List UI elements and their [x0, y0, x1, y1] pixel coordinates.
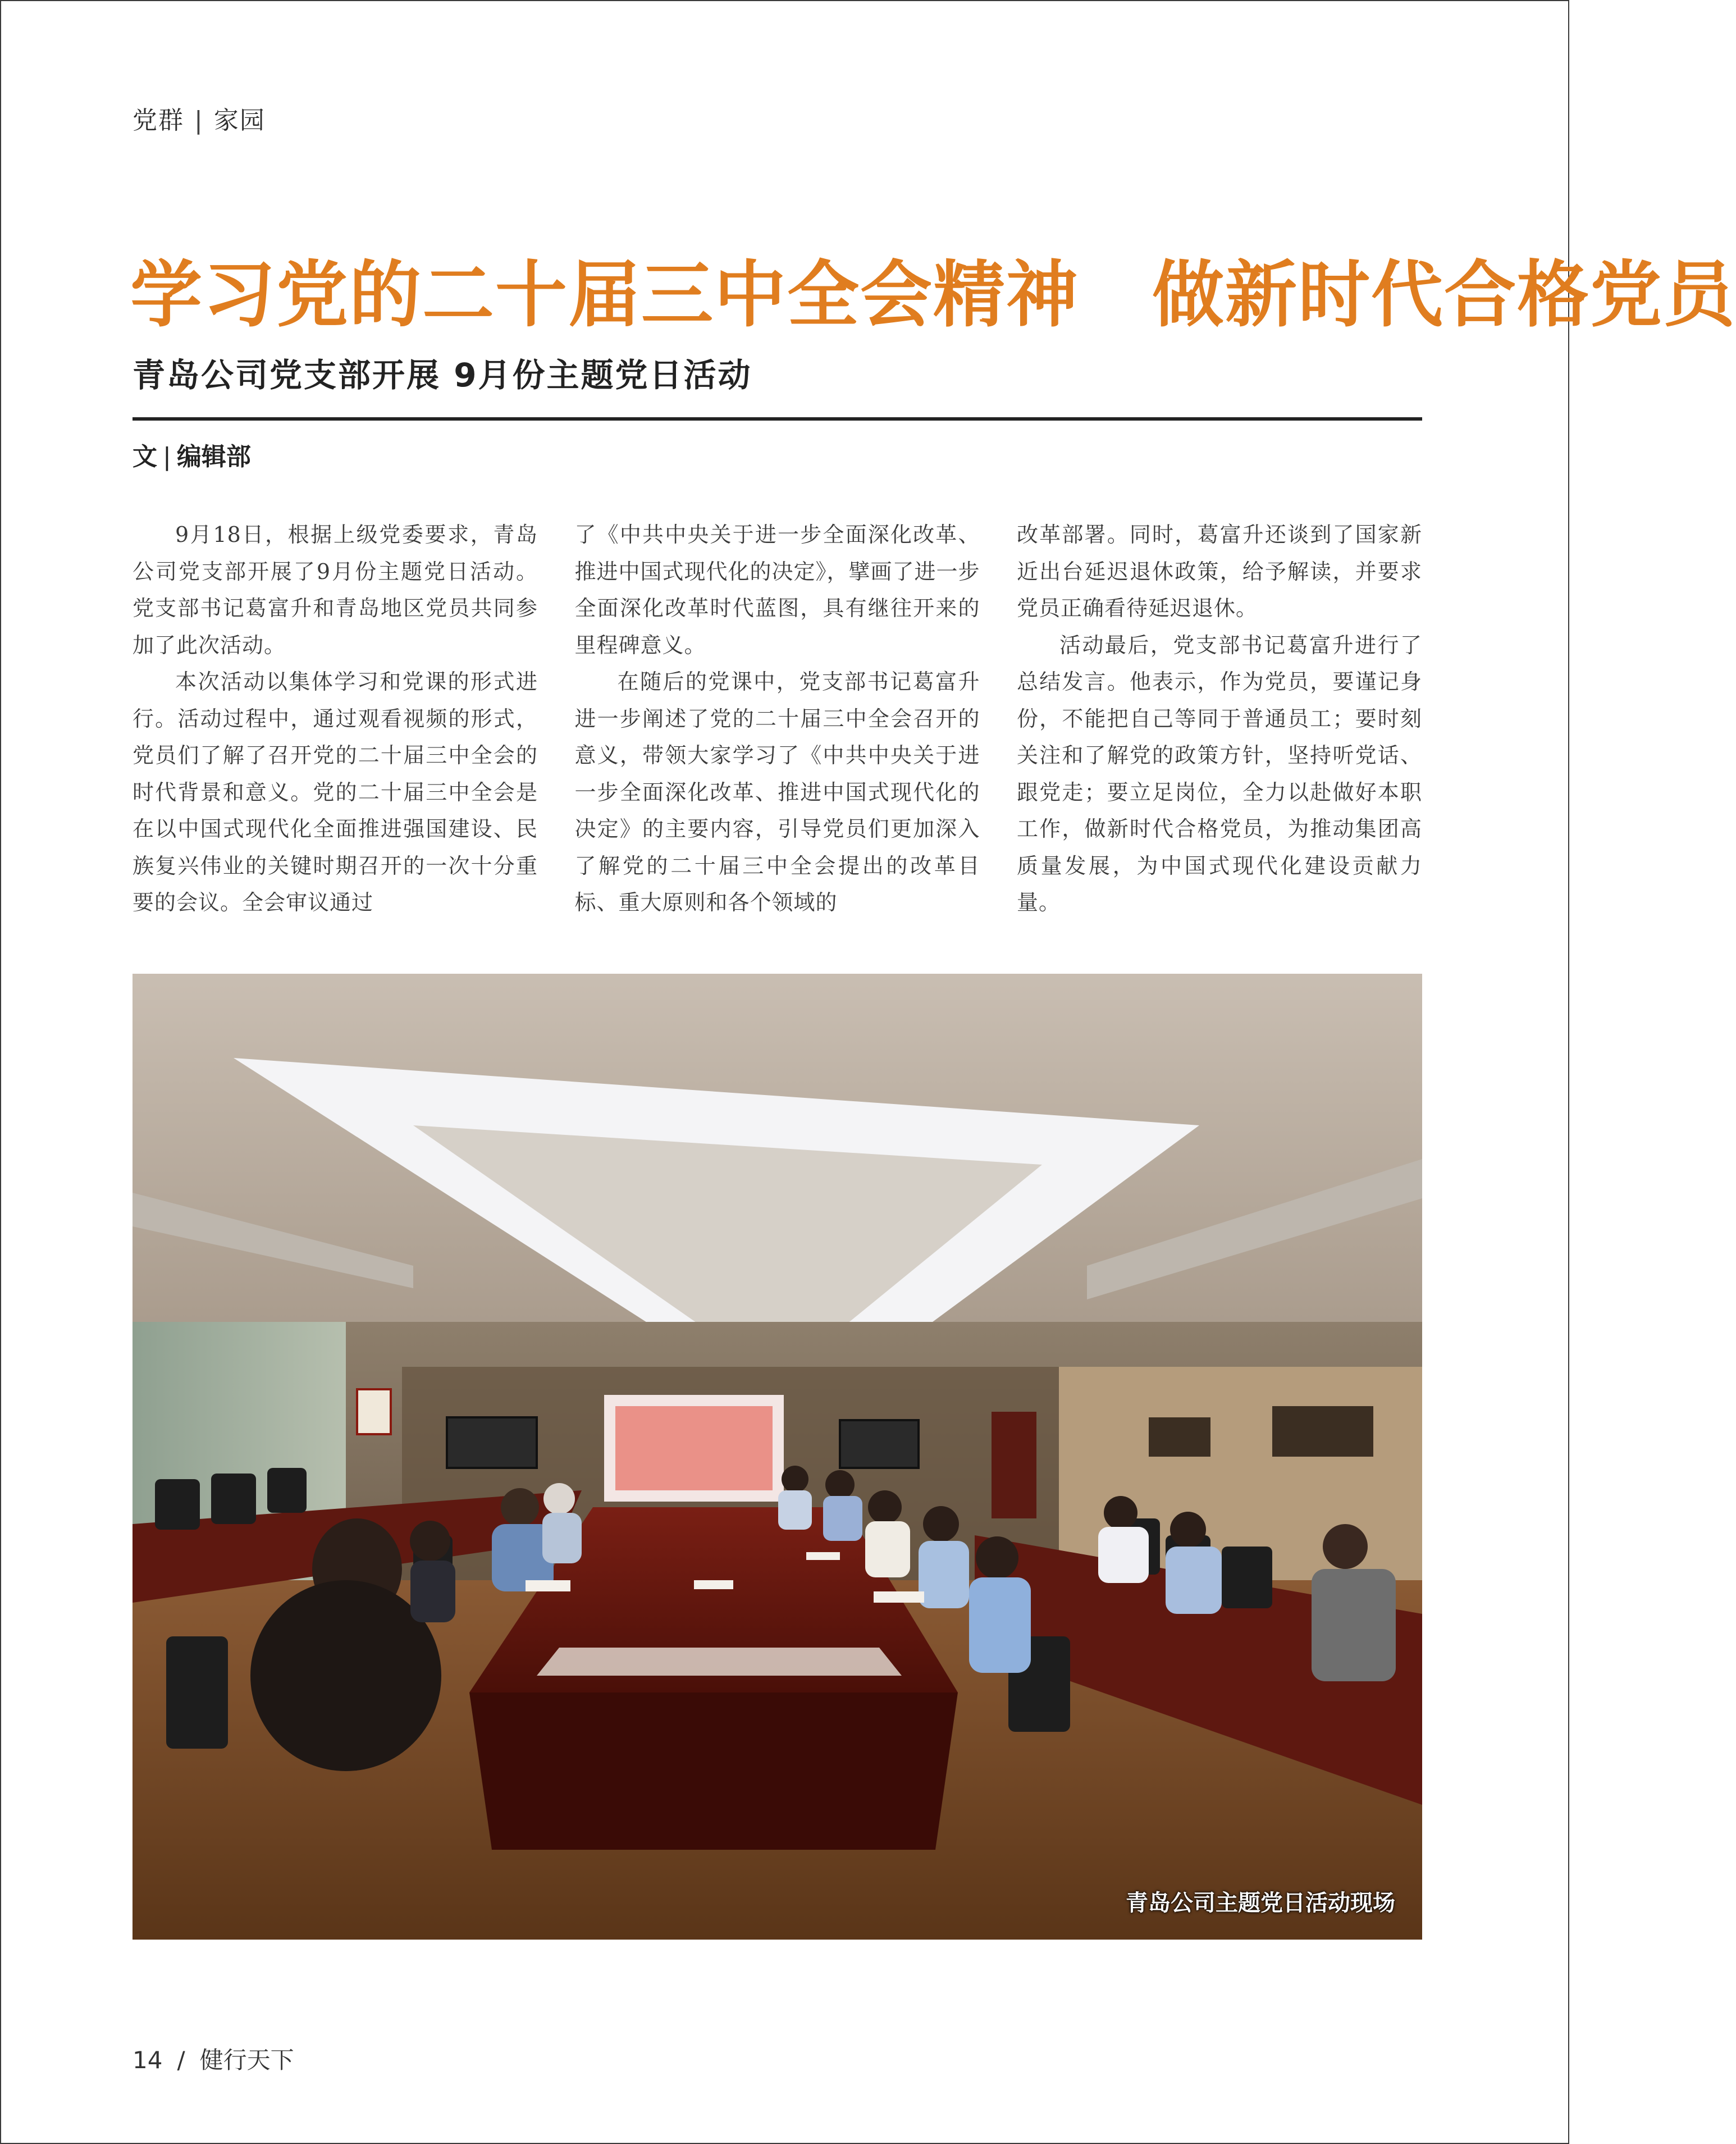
framed-photo [1272, 1406, 1373, 1457]
byline [133, 439, 251, 475]
meeting-photo [133, 974, 1422, 1940]
meeting-room-illustration [133, 974, 1422, 1940]
framed-photo [1149, 1417, 1210, 1457]
page-number: 14 [133, 2046, 163, 2074]
section-separator: | [194, 106, 204, 135]
magazine-name: 健行天下 [199, 2046, 294, 2074]
right-tv [840, 1420, 919, 1468]
page-footer [133, 2042, 294, 2075]
article-body [133, 517, 1422, 932]
table-reflection [537, 1648, 902, 1676]
section-category[interactable]: 党群 [133, 106, 184, 135]
paragraph: 在随后的党课中，党支部书记葛富升进一步阐述了党的二十届三中全会召开的意义，带领大家学习了《中共中央关于进一步全面深化改革、推进中国式现代化的决定》的主要内容，引导党员们更加深入了解党的二十届三中全会提出的改革目标、重大原则和各个领域的 [574, 669, 980, 915]
title-divider [133, 417, 1422, 421]
article-title: 学习党的二十届三中全会精神 做新时代合格党员 [130, 253, 1736, 337]
byline-author: 编辑部 [176, 443, 251, 471]
text-column-1 [133, 517, 538, 932]
left-tv [447, 1417, 537, 1468]
paragraph: 改革部署。同时，葛富升还谈到了国家新近出台延迟退休政策，给予解读，并要求党员正确看待延迟退休。 [1017, 522, 1422, 621]
section-subcategory[interactable]: 家园 [213, 106, 266, 135]
article-subtitle: 青岛公司党支部开展 9月份主题党日活动 [133, 356, 752, 394]
wall-plaque [357, 1389, 391, 1434]
text-column-2 [575, 517, 980, 932]
paragraph: 活动最后，党支部书记葛富升进行了总结发言。他表示，作为党员，要谨记身份，不能把自己等同于普通员工；要时刻关注和了解党的政策方针，坚持听党话、跟党走；要立足岗位，全力以赴做好本职工作，做新时代合格党员，为推动集团高质量发展，为中国式现代化建设贡献力量。 [1017, 632, 1422, 915]
paragraph: 本次活动以集体学习和党课的形式进行。活动过程中，通过观看视频的形式，党员们了解了召开党的二十届三中全会的时代背景和意义。党的二十届三中全会是在以中国式现代化全面推进强国建设、民族复兴伟业的关键时期召开的一次十分重要的会议。全会审议通过 [133, 669, 538, 915]
text-column-3 [1017, 517, 1422, 932]
projected-slide [615, 1406, 773, 1490]
byline-label: 文 [133, 443, 157, 471]
footer-separator: / [177, 2046, 185, 2074]
door [992, 1412, 1036, 1518]
paragraph: 了《中共中央关于进一步全面深化改革、推进中国式现代化的决定》，擘画了进一步全面深化改革时代蓝图，具有继往开来的里程碑意义。 [574, 522, 980, 658]
byline-separator: | [163, 443, 171, 471]
photo-caption: 青岛公司主题党日活动现场 [1126, 1890, 1395, 1916]
conference-table-base [469, 1693, 958, 1850]
paragraph: 9月18日，根据上级党委要求，青岛公司党支部开展了9月份主题党日活动。党支部书记葛富升和青岛地区党员共同参加了此次活动。 [133, 522, 538, 658]
section-header [133, 100, 266, 136]
